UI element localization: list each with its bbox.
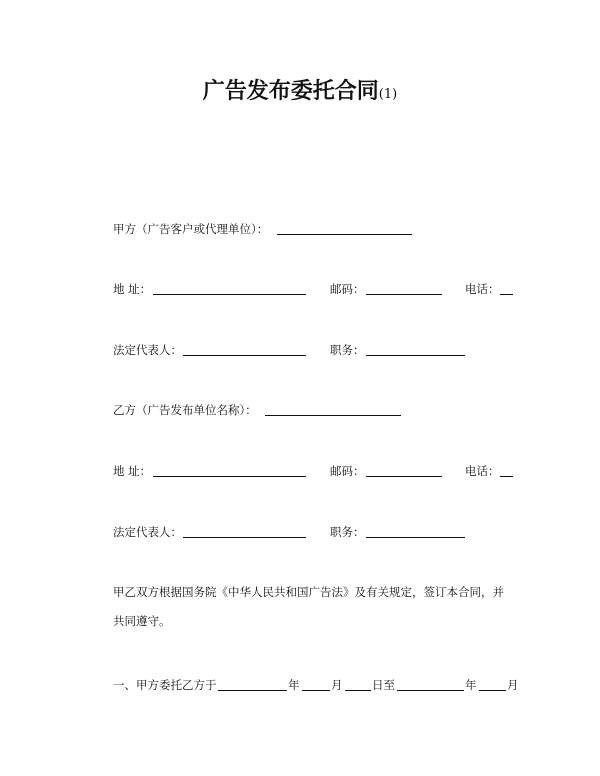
party-a-phone-label: 电话： bbox=[465, 282, 500, 296]
party-b-postcode-field[interactable] bbox=[366, 476, 442, 477]
preamble-text-2: 共同遵守。 bbox=[113, 614, 171, 628]
clause-1-month-label-1: 月 bbox=[331, 678, 343, 692]
party-a-rep-field[interactable] bbox=[183, 355, 306, 356]
party-b-position-label: 职务： bbox=[330, 525, 365, 539]
party-b-address-row bbox=[0, 461, 600, 481]
party-a-postcode-label: 邮码： bbox=[330, 282, 365, 296]
preamble-line-2 bbox=[0, 611, 600, 631]
preamble-text-1: 甲乙双方根据国务院《中华人民共和国广告法》及有关规定，签订本合同，并 bbox=[113, 585, 504, 599]
title-text: 广告发布委托合同 bbox=[202, 79, 379, 104]
party-a-label: 甲方（广告客户或代理单位）： bbox=[113, 222, 269, 236]
party-a-position-field[interactable] bbox=[366, 355, 465, 356]
clause-1-day-to-label: 日至 bbox=[372, 678, 395, 692]
party-b-address-label: 地 址： bbox=[113, 464, 152, 478]
party-b-rep-row bbox=[0, 522, 600, 542]
clause-1-end-month-field[interactable] bbox=[479, 690, 506, 691]
clause-1-start-month-field[interactable] bbox=[302, 690, 330, 691]
party-a-phone-field[interactable] bbox=[500, 294, 513, 295]
party-b-rep-label: 法定代表人： bbox=[113, 525, 182, 539]
party-a-rep-label: 法定代表人： bbox=[113, 343, 182, 357]
party-b-name-field[interactable] bbox=[265, 415, 401, 416]
party-a-name-field[interactable] bbox=[277, 234, 412, 235]
clause-1-row bbox=[0, 675, 600, 695]
party-b-row bbox=[0, 400, 600, 420]
party-b-rep-field[interactable] bbox=[183, 537, 306, 538]
party-b-label: 乙方（广告发布单位名称）： bbox=[113, 403, 257, 417]
clause-1-end-year-field[interactable] bbox=[397, 690, 464, 691]
clause-1-start-day-field[interactable] bbox=[345, 690, 371, 691]
party-a-address-field[interactable] bbox=[153, 294, 306, 295]
party-b-postcode-label: 邮码： bbox=[330, 464, 365, 478]
document-title bbox=[0, 74, 600, 105]
party-a-row bbox=[0, 219, 600, 239]
party-a-address-row bbox=[0, 279, 600, 299]
party-a-postcode-field[interactable] bbox=[366, 294, 442, 295]
party-a-position-label: 职务： bbox=[330, 343, 365, 357]
clause-1-year-label-2: 年 bbox=[465, 678, 477, 692]
clause-1-year-label-1: 年 bbox=[288, 678, 300, 692]
party-b-position-field[interactable] bbox=[366, 537, 465, 538]
clause-1-start-year-field[interactable] bbox=[218, 690, 287, 691]
party-b-address-field[interactable] bbox=[153, 476, 306, 477]
party-b-phone-field[interactable] bbox=[500, 476, 513, 477]
clause-1-month-label-2: 月 bbox=[507, 678, 519, 692]
title-suffix: (1) bbox=[378, 87, 398, 102]
clause-1-prefix: 一、甲方委托乙方于 bbox=[113, 678, 217, 692]
party-b-phone-label: 电话： bbox=[465, 464, 500, 478]
party-a-address-label: 地 址： bbox=[113, 282, 152, 296]
party-a-rep-row bbox=[0, 340, 600, 360]
preamble-line-1 bbox=[0, 582, 600, 602]
